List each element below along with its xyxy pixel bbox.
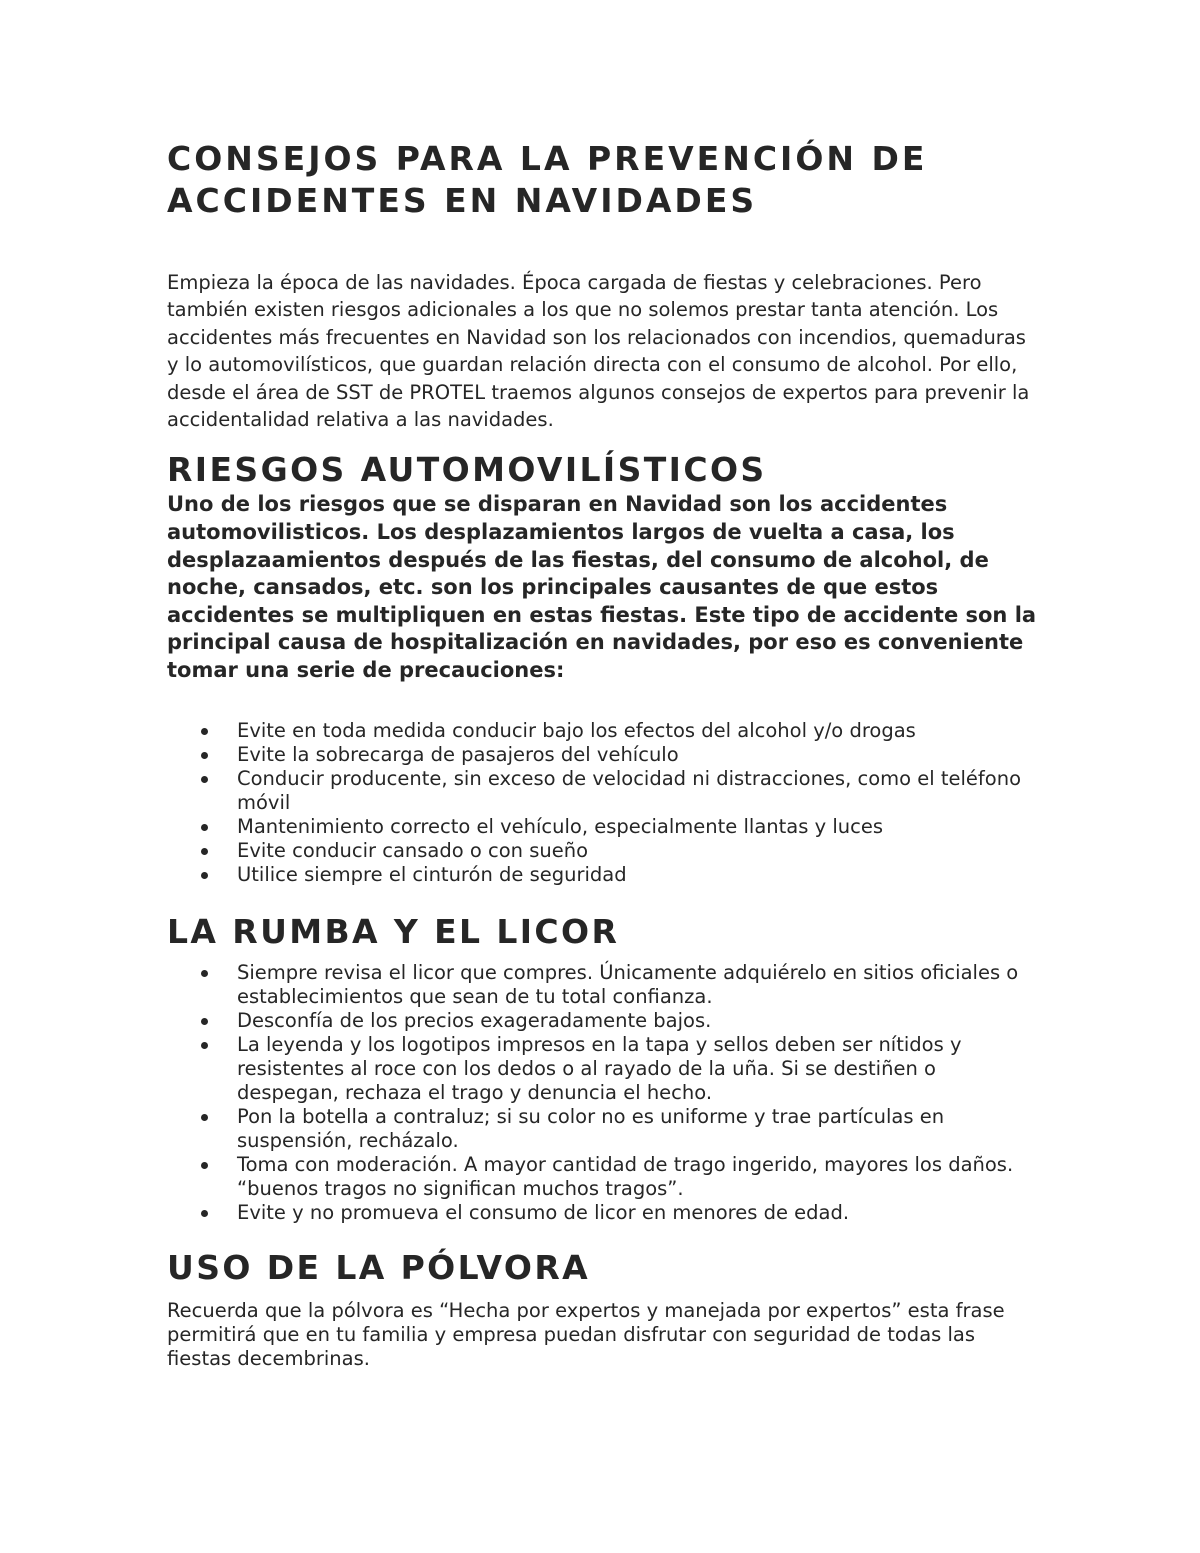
list-item — [167, 839, 1037, 863]
section-heading-riesgos: RIESGOS AUTOMOVILÍSTICOS — [167, 450, 767, 490]
list-item — [167, 767, 1037, 815]
list-item — [167, 1033, 1037, 1105]
bullet-icon — [201, 752, 208, 759]
document-page — [167, 138, 1037, 1371]
list-item — [167, 961, 1037, 1009]
intro-paragraph: Empieza la época de las navidades. Época cargada de fiestas y celebraciones. Pero también existen riesgos adicionales a los que no solemos prestar tanta atención. Los accidentes más frecuentes en Navidad son los relacionados con incendios, quemaduras y lo automovilísticos, que guardan relación directa con el consumo de alcohol. Por ello, desde el área de SST de PROTEL traemos algunos consejos de expertos para prevenir la accidentalidad relativa a las navidades. — [167, 271, 1030, 432]
list-item-text: Evite en toda medida conducir bajo los efectos del alcohol y/o drogas — [237, 718, 916, 742]
list-item-text: Pon la botella a contraluz; si su color no es uniforme y trae partículas en suspensión, recházalo. — [237, 1104, 945, 1152]
list-item-text: Siempre revisa el licor que compres. Únicamente adquiérelo en sitios oficiales o establecimientos que sean de tu total confianza. — [237, 960, 1019, 1008]
list-item — [167, 863, 1037, 887]
section-body-polvora: Recuerda que la pólvora es “Hecha por expertos y manejada por expertos” esta frase permitirá que en tu familia y empresa puedan disfrutar con seguridad de todas las fiestas decembrinas. — [167, 1298, 1005, 1370]
bullet-icon — [201, 1042, 208, 1049]
bullet-icon — [201, 1018, 208, 1025]
section-lead-riesgos: Uno de los riesgos que se disparan en Navidad son los accidentes automovilisticos. Los desplazamientos largos de vuelta a casa, los desplazaamientos después de las fiestas, del consumo de alcohol, de noche, cansados, etc. son los principales causantes de que estos accidentes se multipliquen en estas fiestas. Este tipo de accidente son la principal causa de hospitalización en navidades, por eso es conveniente tomar una serie de precauciones: — [167, 492, 1037, 682]
list-item-text: Evite y no promueva el consumo de licor en menores de edad. — [237, 1200, 850, 1224]
list-item-text: Conducir producente, sin exceso de velocidad ni distracciones, como el teléfono móvil — [237, 766, 1022, 814]
bullet-icon — [201, 776, 208, 783]
list-item-text: Evite conducir cansado o con sueño — [237, 838, 589, 862]
list-item-text: La leyenda y los logotipos impresos en la tapa y sellos deben ser nítidos y resistentes al roce con los dedos o al rayado de la uña. Si se destiñen o despegan, rechaza el trago y denuncia el hecho. — [237, 1032, 962, 1104]
list-item-text: Mantenimiento correcto el vehículo, especialmente llantas y luces — [237, 814, 883, 838]
list-item — [167, 1009, 1037, 1033]
bullet-icon — [201, 1114, 208, 1121]
bullet-icon — [201, 970, 208, 977]
bullet-icon — [201, 848, 208, 855]
list-item-text: Evite la sobrecarga de pasajeros del vehículo — [237, 742, 679, 766]
list-item — [167, 743, 1037, 767]
document-title: CONSEJOS PARA LA PREVENCIÓN DE ACCIDENTES EN NAVIDADES — [167, 139, 928, 220]
bullet-icon — [201, 1162, 208, 1169]
list-item-text: Utilice siempre el cinturón de seguridad — [237, 862, 627, 886]
list-item-text: Toma con moderación. A mayor cantidad de trago ingerido, mayores los daños. “buenos tragos no significan muchos tragos”. — [237, 1152, 1014, 1200]
list-item — [167, 1201, 1037, 1225]
list-item — [167, 719, 1037, 743]
list-item-text: Desconfía de los precios exageradamente bajos. — [237, 1008, 712, 1032]
section-heading-rumba: LA RUMBA Y EL LICOR — [167, 911, 620, 951]
bullet-icon — [201, 872, 208, 879]
list-item — [167, 815, 1037, 839]
section-heading-polvora: USO DE LA PÓLVORA — [167, 1247, 591, 1287]
list-item — [167, 1153, 1037, 1201]
bullet-list-riesgos — [167, 719, 1037, 887]
bullet-icon — [201, 824, 208, 831]
bullet-icon — [201, 728, 208, 735]
bullet-list-rumba — [167, 961, 1037, 1225]
list-item — [167, 1105, 1037, 1153]
bullet-icon — [201, 1210, 208, 1217]
